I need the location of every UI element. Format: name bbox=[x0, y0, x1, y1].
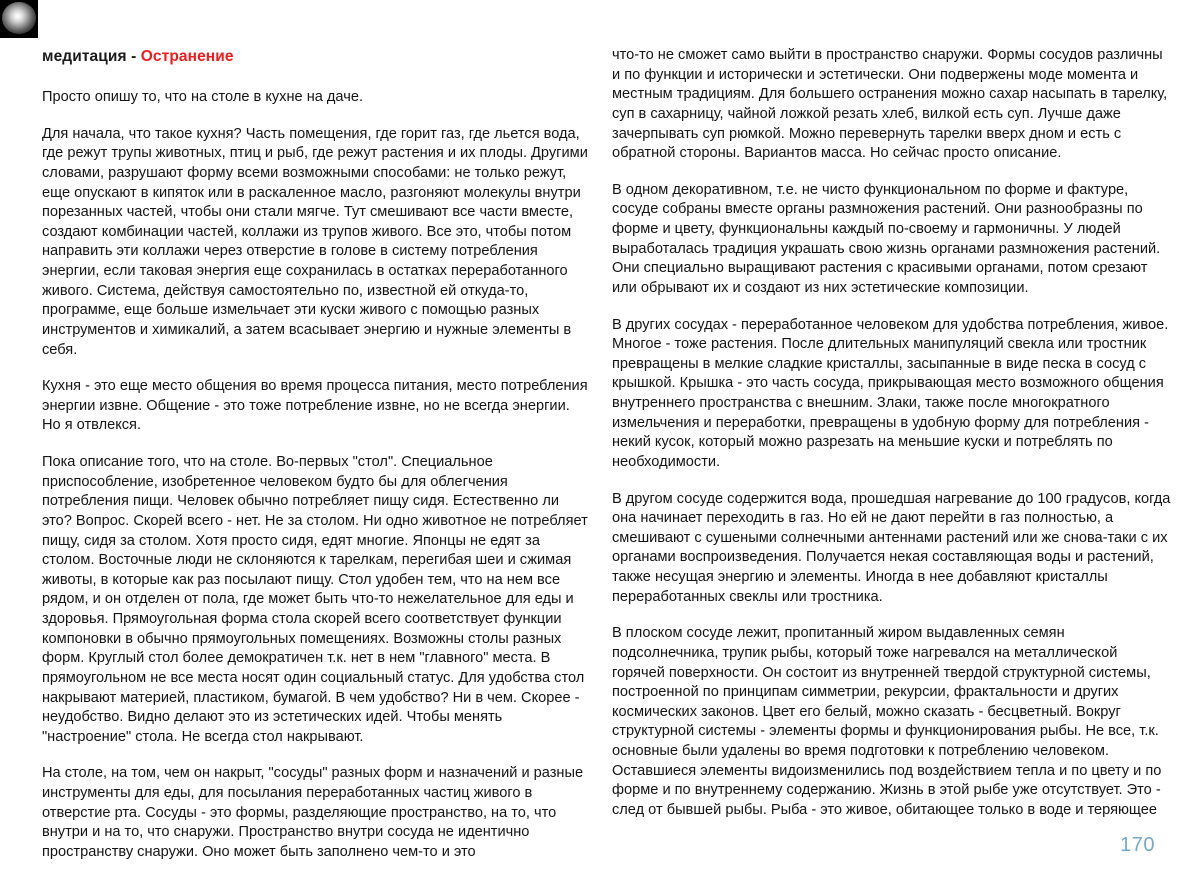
light-orb-image bbox=[0, 0, 38, 38]
paragraph: Для начала, что такое кухня? Часть помещения, где горит газ, где льется вода, где режут трупы животных, птиц и рыб, где режут растения и их плоды. Другими словами, разрушают форму всеми возможными способами: не только режут, еще опускают в кипяток или в раскаленное масло, разгоняют молекулы внутри порезанных частей, чтобы они стали мягче. Тут смешивают все части вместе, создают комбинации частей, коллажи из трупов живого. Все это, чтобы потом направить эти коллажи через отверстие в голове в систему потребления энергии, если таковая энергия еще сохранилась в остатках переработанного живого. Система, действуя самостоятельно по, известной ей откуда-то, программе, еще больше измельчает эти куски живого с помощью разных инструментов и химикалий, а затем всасывает энергию и нужные элементы в себя. bbox=[42, 125, 588, 358]
paragraph: В другом сосуде содержится вода, прошедшая нагревание до 100 градусов, когда она начинает переходить в газ. Но ей не дают перейти в газ полностью, а смешивают с сушеными солнечными антеннами растений или же снова-таки с их органами воспроизведения. Получается некая составляющая воды и растений, также несущая энергию и элементы. Иногда в нее добавляют кристаллы переработанных свеклы или тростника. bbox=[612, 490, 1171, 605]
page-title bbox=[42, 48, 234, 67]
paragraph: Кухня - это еще место общения во время процесса питания, место потребления энергии извне. Общение - это тоже потребление извне, но не всегда энергии. Но я отвлекся. bbox=[42, 378, 588, 434]
page-number: 170 bbox=[1120, 834, 1155, 856]
paragraph: Пока описание того, что на столе. Во-первых "стол". Специальное приспособление, изобретенное человеком будто бы для облегчения потребления пищи. Человек обычно потребляет пищу сидя. Естественно ли это? Вопрос. Скорей всего - нет. Не за столом. Ни одно животное не потребляет пищу, сидя за столом. Хотя просто сидя, едят многие. Японцы не едят за столом. Восточные люди не склоняются к тарелкам, перегибая шеи и сжимая животы, в которые как раз посылают пищу. Стол удобен тем, что на нем все рядом, и он отделен от пола, где может быть что-то нежелательное для еды и здоровья. Прямоугольная форма стола скорей всего соответствует функции компоновки в обычно прямоугольных помещениях. Возможны столы разных форм. Круглый стол более демократичен т.к. нет в нем "главного" места. В прямоугольном не все места носят один социальный статус. Для удобства стол накрывают материей, пластиком, бумагой. В чем удобство? Ни в чем. Скорее - неудобство. Видно делают это из эстетических идей. Чтобы менять "настроение" стола. Не всегда стол накрывают. bbox=[42, 454, 588, 745]
page-title-prefix: медитация - bbox=[42, 48, 141, 65]
paragraph: Просто опишу то, что на столе в кухне на даче. bbox=[42, 89, 364, 105]
paragraph: В одном декоративном, т.е. не чисто функциональном по форме и фактуре, сосуде собраны вместе органы размножения растений. Они разнообразны по форме и цвету, функциональны каждый по-своему и гармоничны. У людей выработалась традиция украшать свою жизнь органами размножения растений. Они специально выращивают растения с красивыми органами, потом срезают или обрывают их и создают из них эстетические композиции. bbox=[612, 181, 1161, 296]
text-column-right bbox=[612, 46, 1174, 821]
paragraph: что-то не сможет само выйти в пространство снаружи. Формы сосудов различны и по функции и исторически и эстетически. Они подвержены моде момента и местным традициям. Для большего остранения можно сахар насыпать в тарелку, суп в сахарницу, чайной ложкой резать хлеб, вилкой есть суп. Лучше даже зачерпывать суп рюмкой. Можно перевернуть тарелки вверх дном и есть с обратной стороны. Вариантов масса. Но сейчас просто описание. bbox=[612, 47, 1168, 162]
text-column-left bbox=[42, 88, 590, 863]
orb-glow-icon bbox=[2, 2, 36, 34]
paragraph: На столе, на том, чем он накрыт, "сосуды" разных форм и назначений и разные инструменты для еды, для посылания переработанных частиц живого в отверстие рта. Сосуды - это формы, разделяющие пространство, на то, что внутри и на то, что снаружи. Пространство внутри сосуда не идентично пространству снаружи. Оно может быть заполнено чем-то и это bbox=[42, 765, 584, 860]
paragraph: В других сосудах - переработанное человеком для удобства потребления, живое. Многое - тоже растения. После длительных манипуляций свекла или тростник превращены в мелкие сладкие кристаллы, засыпанные в виде песка в сосуд с крышкой. Крышка - это часть сосуда, прикрывающая место возможного общения внутреннего пространства с внешним. Злаки, также после многократного измельчения и переработки, превращены в удобную форму для потребления - некий кусок, который можно разрезать на меньшие куски и потреблять по необходимости. bbox=[612, 316, 1169, 470]
paragraph: В плоском сосуде лежит, пропитанный жиром выдавленных семян подсолнечника, трупик рыбы, который тоже нагревался на металлической горячей поверхности. Он состоит из внутренней твердой структурной системы, построенной по принципам симметрии, рекурсии, фрактальности и других космических законов. Цвет его белый, можно сказать - бесцветный. Вокруг структурной системы - элементы формы и функционирования рыбы. Не все, т.к. основные были удалены во время подготовки к потреблению человеком. Оставшиеся элементы видоизменились под воздействием тепла и по цвету и по форме и по внутреннему содержанию. Жизнь в этой рыбе уже отсутствует. Это - след от бывшей рыбы. Рыба - это живое, обитающее только в воде и теряющее bbox=[612, 625, 1162, 818]
page-title-accent: Остранение bbox=[140, 48, 234, 65]
